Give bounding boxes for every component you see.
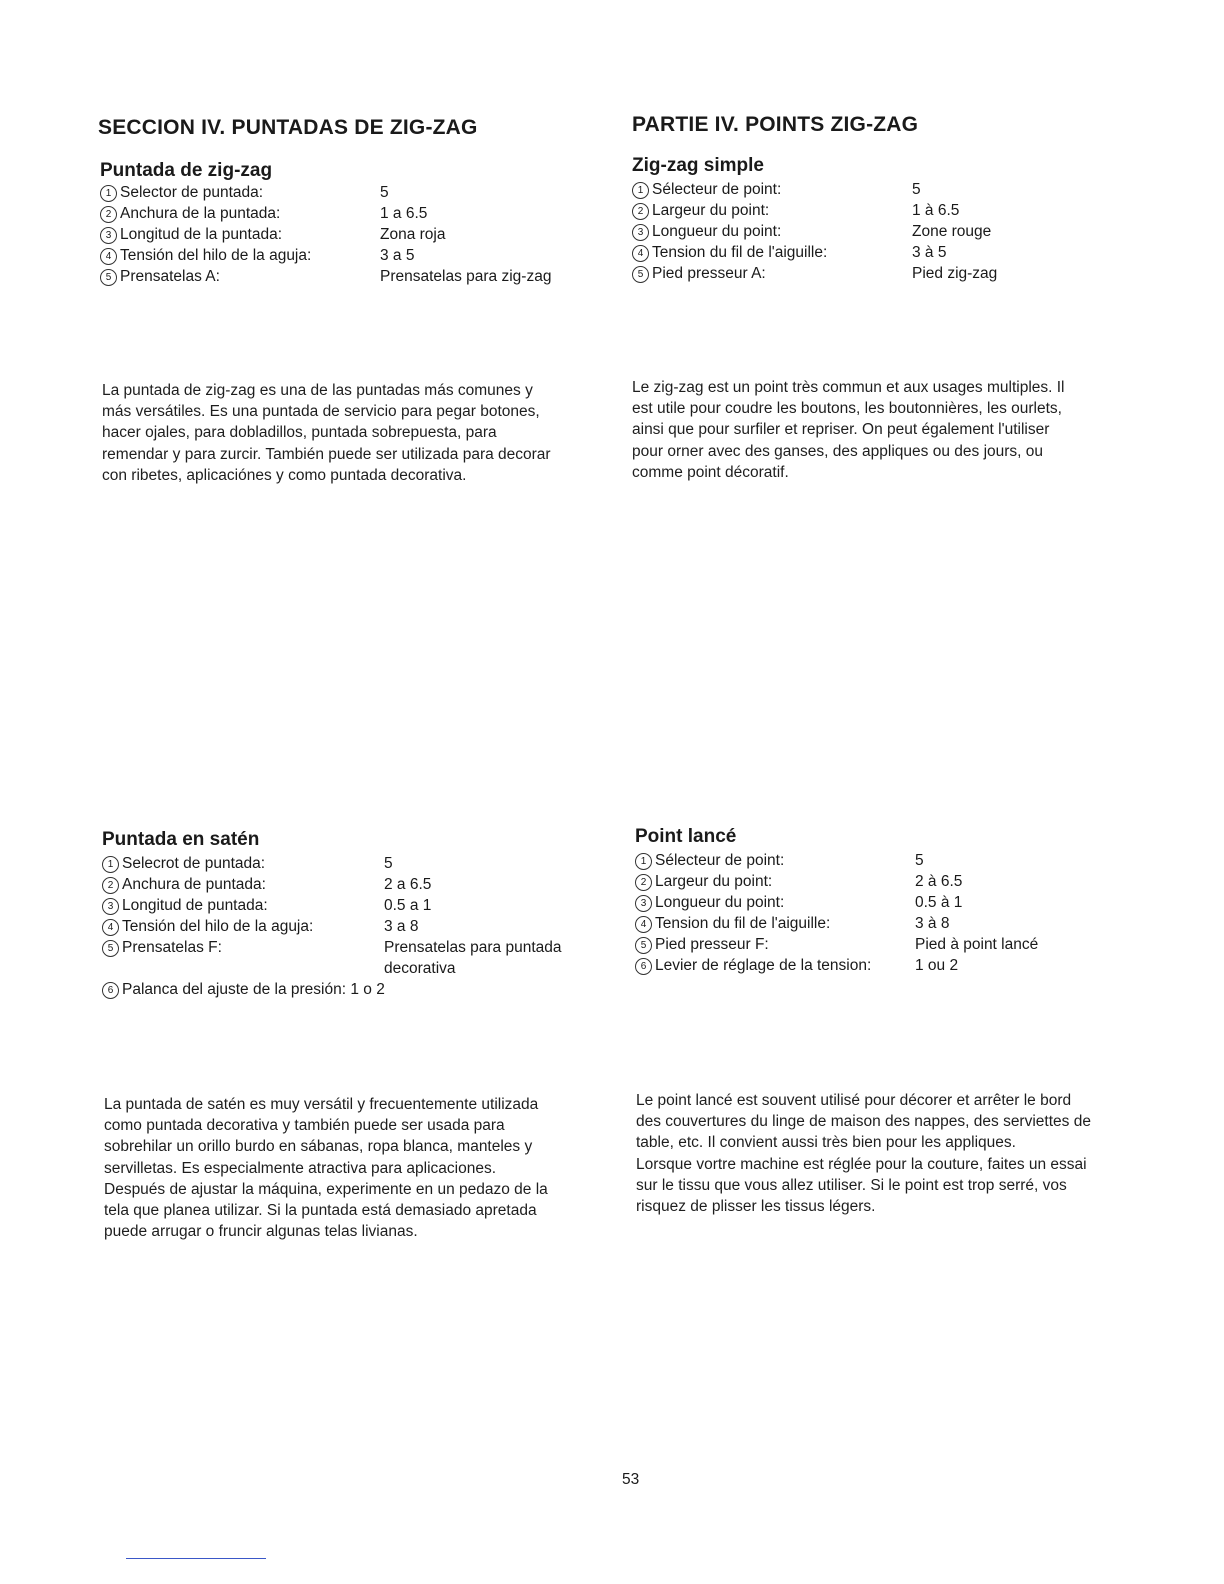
paragraph-line: risquez de plisser les tissus légers. <box>636 1198 876 1216</box>
setting-label <box>635 892 784 913</box>
setting-value: 5 <box>915 852 924 869</box>
setting-label <box>100 182 263 203</box>
paragraph-lance-fr <box>636 1090 1166 1217</box>
setting-value: 2 à 6.5 <box>915 873 963 890</box>
circled-number-icon: 4 <box>100 248 117 265</box>
setting-row <box>100 203 600 224</box>
subsection-title-lance-fr: Point lancé <box>635 826 737 847</box>
paragraph-line: remendar y para zurcir. También puede ser utilizada para decorar <box>102 445 551 463</box>
setting-row <box>102 916 602 937</box>
setting-value: 3 à 5 <box>912 244 947 261</box>
setting-row <box>635 871 1115 892</box>
setting-value: decorativa <box>384 960 456 977</box>
circled-number-icon: 3 <box>635 895 652 912</box>
setting-row <box>102 958 602 979</box>
paragraph-line: est utile pour coudre les boutons, les boutonnières, les ourlets, <box>632 400 1062 418</box>
subsection-title-satin-es: Puntada en satén <box>102 829 260 850</box>
paragraph-line: sobrehilar un orillo burdo en sábanas, ropa blanca, manteles y <box>104 1138 533 1156</box>
setting-row <box>100 182 600 203</box>
setting-label-text: Anchura de puntada: <box>122 876 266 893</box>
setting-label <box>635 850 784 871</box>
setting-row <box>100 266 600 287</box>
setting-label-text: Sélecteur de point: <box>655 852 785 869</box>
setting-label-text: Levier de réglage de la tension: <box>655 957 872 974</box>
setting-label <box>635 871 772 892</box>
paragraph-line: ainsi que pour surfiler et repriser. On peut également l'utiliser <box>632 421 1050 439</box>
setting-row <box>632 179 1112 200</box>
circled-number-icon: 4 <box>632 245 649 262</box>
setting-label-text: Selector de puntada: <box>120 184 264 201</box>
setting-value: Pied zig-zag <box>912 265 998 282</box>
setting-label-text: Palanca del ajuste de la presión: 1 o 2 <box>122 981 385 998</box>
setting-row <box>635 850 1115 871</box>
setting-label-text: Tension du fil de l'aiguille: <box>652 244 828 261</box>
paragraph-line: Lorsque vortre machine est réglée pour la couture, faites un essai <box>636 1155 1087 1173</box>
setting-label <box>102 916 313 937</box>
circled-number-icon: 1 <box>635 853 652 870</box>
circled-number-icon: 4 <box>102 919 119 936</box>
circled-number-icon: 2 <box>100 206 117 223</box>
circled-number-icon: 2 <box>635 874 652 891</box>
setting-label <box>100 245 311 266</box>
setting-row <box>102 979 602 1000</box>
setting-value: 0.5 a 1 <box>384 897 432 914</box>
circled-number-icon: 5 <box>635 937 652 954</box>
section-title-spanish: SECCION IV. PUNTADAS DE ZIG-ZAG <box>98 116 478 139</box>
circled-number-icon: 2 <box>102 877 119 894</box>
setting-row <box>635 892 1115 913</box>
setting-label-text: Longitud de puntada: <box>122 897 268 914</box>
setting-value: 5 <box>380 184 389 201</box>
circled-number-icon: 1 <box>102 856 119 873</box>
paragraph-line: pour orner avec des ganses, des appliques ou des jours, ou <box>632 442 1044 460</box>
setting-label-text: Prensatelas A: <box>120 268 220 285</box>
circled-number-icon: 2 <box>632 203 649 220</box>
setting-label-text: Pied presseur A: <box>652 265 766 282</box>
setting-label <box>102 874 266 895</box>
setting-value: 3 a 5 <box>380 247 415 264</box>
setting-label <box>100 203 280 224</box>
setting-label-text: Longitud de la puntada: <box>120 226 283 243</box>
paragraph-satin-es <box>104 1094 614 1242</box>
circled-number-icon: 5 <box>100 269 117 286</box>
setting-row <box>632 221 1112 242</box>
setting-label-text: Tensión del hilo de la aguja: <box>120 247 312 264</box>
circled-number-icon: 4 <box>635 916 652 933</box>
paragraph-line: La puntada de satén es muy versátil y frecuentemente utilizada <box>104 1096 539 1113</box>
setting-row <box>632 242 1112 263</box>
paragraph-zigzag-es <box>102 380 612 486</box>
setting-value: Prensatelas para zig-zag <box>380 268 552 285</box>
paragraph-line: tela que planea utilizar. Si la puntada está demasiado apretada <box>104 1202 537 1220</box>
setting-label-text: Longueur du point: <box>652 223 782 240</box>
setting-value: 5 <box>384 855 393 872</box>
setting-label <box>635 913 830 934</box>
setting-label <box>635 955 871 976</box>
settings-list-zigzag-es <box>100 182 600 287</box>
circled-number-icon: 3 <box>100 227 117 244</box>
setting-label <box>100 266 220 287</box>
paragraph-zigzag-fr <box>632 377 1142 483</box>
paragraph-line: comme point décoratif. <box>632 463 789 481</box>
paragraph-line: hacer ojales, para dobladillos, puntada sobrepuesta, para <box>102 424 497 442</box>
setting-row <box>632 200 1112 221</box>
paragraph-line: La puntada de zig-zag es una de las puntadas más comunes y <box>102 382 533 399</box>
circled-number-icon: 3 <box>632 224 649 241</box>
paragraph-line: sur le tissu que vous allez utiliser. Si le point est trop serré, vos <box>636 1176 1067 1194</box>
setting-value: Prensatelas para puntada <box>384 939 562 956</box>
setting-row <box>102 853 602 874</box>
circled-number-icon: 5 <box>102 940 119 957</box>
paragraph-line: servilletas. Es especialmente atractiva para aplicaciones. <box>104 1159 496 1177</box>
setting-label-text: Anchura de la puntada: <box>120 205 281 222</box>
setting-value: 3 à 8 <box>915 915 950 932</box>
setting-value: Zone rouge <box>912 223 992 240</box>
setting-label <box>102 937 222 958</box>
paragraph-line: más versátiles. Es una puntada de servicio para pegar botones, <box>102 403 540 421</box>
setting-label-text: Pied presseur F: <box>655 936 769 953</box>
circled-number-icon: 6 <box>102 982 119 999</box>
section-title-french: PARTIE IV. POINTS ZIG-ZAG <box>632 113 919 136</box>
subsection-title-zigzag-fr: Zig-zag simple <box>632 155 764 176</box>
page-number: 53 <box>622 1471 640 1488</box>
setting-row <box>635 934 1115 955</box>
circled-number-icon: 6 <box>635 958 652 975</box>
setting-label-text: Longueur du point: <box>655 894 785 911</box>
setting-value: 5 <box>912 181 921 198</box>
setting-value: Pied à point lancé <box>915 936 1039 953</box>
setting-label-text: Prensatelas F: <box>122 939 222 956</box>
paragraph-line: puede arrugar o fruncir algunas telas livianas. <box>104 1223 418 1241</box>
setting-label <box>632 221 781 242</box>
settings-list-lance-fr <box>635 850 1115 976</box>
setting-value: 0.5 à 1 <box>915 894 963 911</box>
paragraph-line: table, etc. Il convient aussi très bien pour les appliques. <box>636 1134 1016 1152</box>
setting-value: 3 a 8 <box>384 918 419 935</box>
paragraph-line: des couvertures du linge de maison des nappes, des serviettes de <box>636 1113 1091 1131</box>
setting-row <box>635 955 1115 976</box>
setting-value: 1 ou 2 <box>915 957 959 974</box>
setting-label-text: Tensión del hilo de la aguja: <box>122 918 314 935</box>
setting-label <box>632 263 766 284</box>
paragraph-line: con ribetes, aplicaciónes y como puntada decorativa. <box>102 466 467 484</box>
setting-label <box>102 853 265 874</box>
paragraph-line: Le point lancé est souvent utilisé pour décorer et arrêter le bord <box>636 1092 1072 1109</box>
setting-label-text: Sélecteur de point: <box>652 181 782 198</box>
settings-list-zigzag-fr <box>632 179 1112 284</box>
setting-row <box>102 937 602 958</box>
circled-number-icon: 5 <box>632 266 649 283</box>
circled-number-icon: 1 <box>100 185 117 202</box>
paragraph-line: como puntada decorativa y también puede ser usada para <box>104 1117 505 1135</box>
setting-row <box>102 874 602 895</box>
setting-value: 2 a 6.5 <box>384 876 432 893</box>
setting-label-text: Selecrot de puntada: <box>122 855 266 872</box>
setting-label-text: Largeur du point: <box>655 873 773 890</box>
setting-row <box>100 245 600 266</box>
setting-label <box>632 200 769 221</box>
setting-label-text: Tension du fil de l'aiguille: <box>655 915 831 932</box>
settings-list-satin-es <box>102 853 602 1000</box>
setting-label <box>100 224 282 245</box>
setting-label <box>632 179 781 200</box>
setting-label <box>632 242 827 263</box>
setting-row <box>100 224 600 245</box>
setting-value: 1 à 6.5 <box>912 202 960 219</box>
paragraph-line: Le zig-zag est un point très commun et aux usages multiples. Il <box>632 379 1065 396</box>
setting-row <box>635 913 1115 934</box>
setting-label <box>102 895 268 916</box>
setting-value: Zona roja <box>380 226 446 243</box>
subsection-title-zigzag-es: Puntada de zig-zag <box>100 160 273 181</box>
setting-value: 1 a 6.5 <box>380 205 428 222</box>
setting-row <box>632 263 1112 284</box>
setting-row <box>102 895 602 916</box>
circled-number-icon: 3 <box>102 898 119 915</box>
setting-label-text: Largeur du point: <box>652 202 770 219</box>
setting-label <box>102 979 385 1000</box>
paragraph-line: Después de ajustar la máquina, experimente en un pedazo de la <box>104 1180 548 1198</box>
footer-rule <box>126 1558 266 1559</box>
circled-number-icon: 1 <box>632 182 649 199</box>
setting-label <box>635 934 769 955</box>
